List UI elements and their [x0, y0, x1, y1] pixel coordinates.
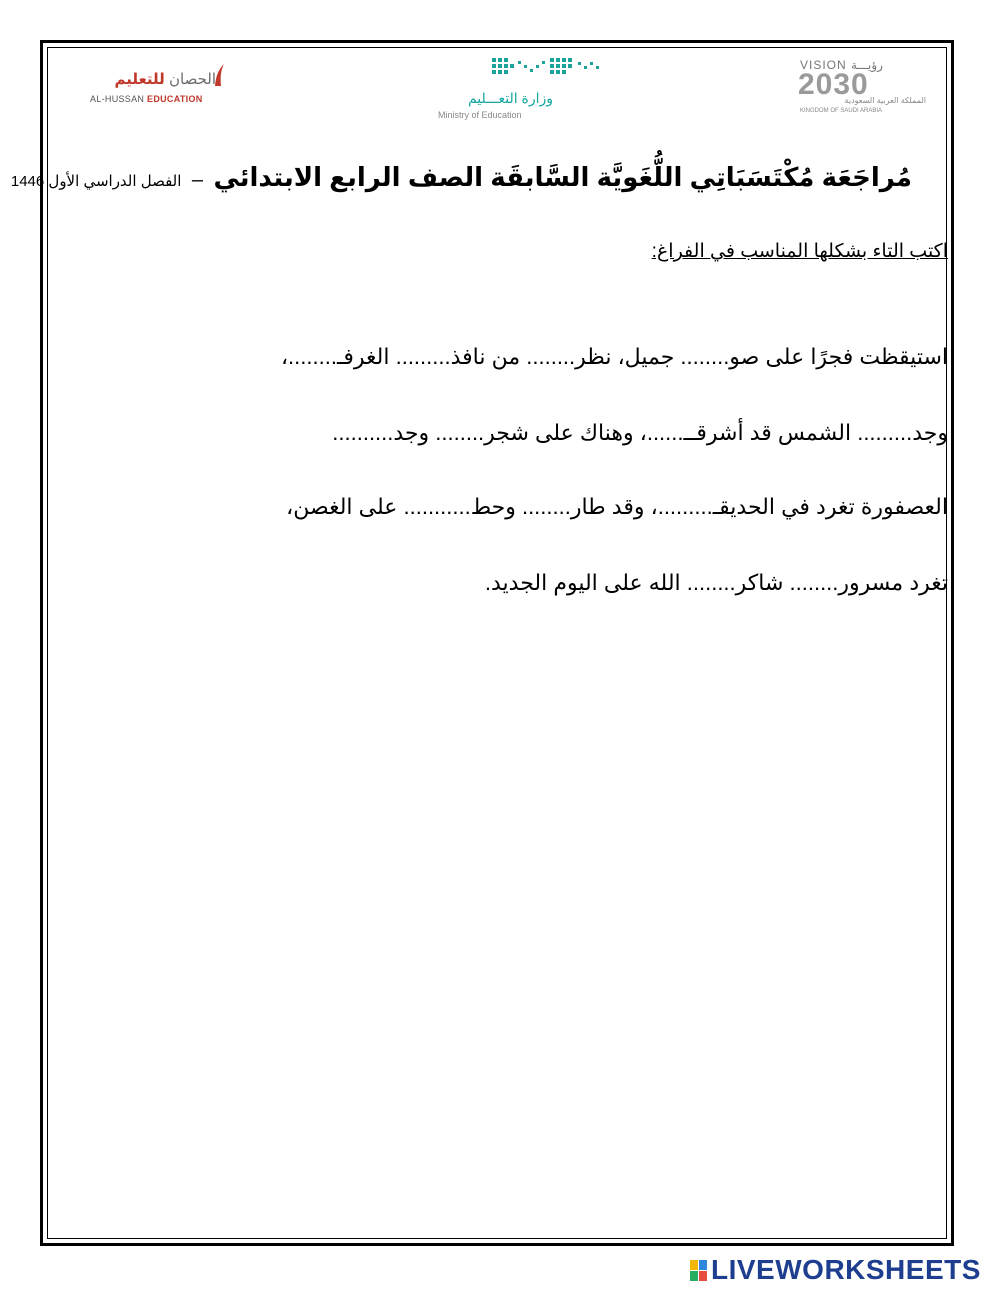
title-main: مُراجَعَة مُكْتَسَبَاتِي اللُّغَويَّة السَّابقَة الصف الرابع الابتدائي [213, 162, 912, 192]
ministry-dots-icon [490, 56, 610, 80]
exercise-line: استيقظت فجرًا على صو........ جميل، نظر........ من نافذ......... الغرفـ........، [280, 344, 948, 369]
hussan-english-name: AL-HUSSAN EDUCATION [90, 94, 203, 104]
liveworksheets-logo-icon [690, 1260, 707, 1281]
vision-country-arabic: المملكة العربية السعودية [844, 96, 926, 105]
vision-country-english: KINGDOM OF SAUDI ARABIA [800, 108, 883, 114]
ministry-english-name: Ministry of Education [438, 110, 522, 120]
ministry-of-education-logo [430, 56, 615, 122]
exercise-line: العصفورة تغرد في الحديقـ.........، وقد طار........ وحط........... على الغصن، [286, 494, 948, 519]
exercise-line: تغرد مسرور........ شاكر........ الله على اليوم الجديد. [484, 570, 948, 595]
instruction-text: اكتب التاء بشكلها المناسب في الفراغ: [651, 241, 948, 262]
title-dash: – [191, 169, 203, 191]
ministry-arabic-name: وزارة التعـــليم [467, 90, 553, 106]
vision-2030-logo [796, 58, 932, 118]
worksheet-title [10, 162, 912, 193]
page-border [40, 40, 954, 1246]
vision-year: 2030 [798, 68, 869, 101]
hussan-arabic-name: الحصان للتعليم [114, 71, 216, 88]
vision-label: VISION رؤيـــة [800, 58, 883, 72]
liveworksheets-brand [690, 1255, 981, 1285]
page-border-inner [47, 47, 947, 1239]
exercise-line: وجد......... الشمس قد أشرقــ......، وهناك على شجر........ وجد.......... [332, 420, 948, 445]
liveworksheets-wordmark: LIVEWORKSHEETS [711, 1254, 981, 1285]
al-hussan-logo [86, 62, 226, 106]
title-term: الفصل الدراسي الأول 1446 [10, 173, 182, 190]
